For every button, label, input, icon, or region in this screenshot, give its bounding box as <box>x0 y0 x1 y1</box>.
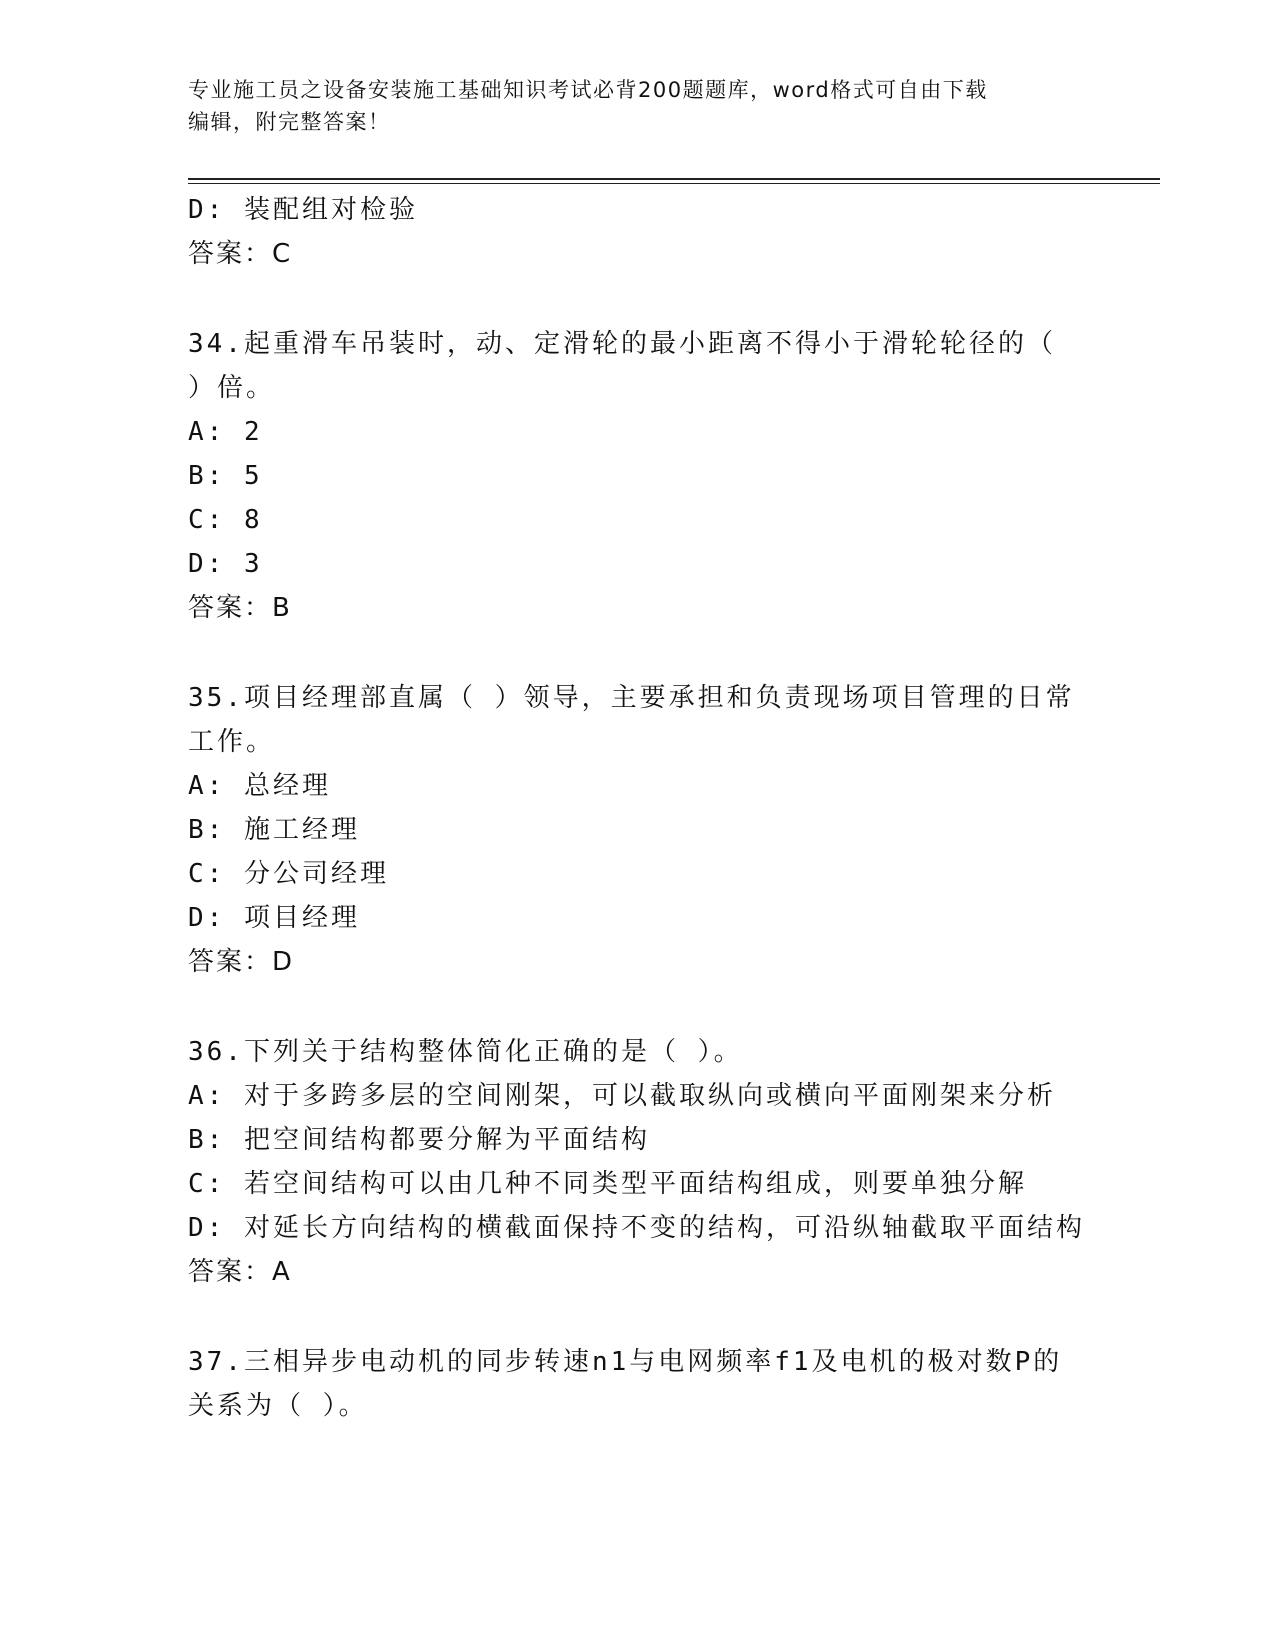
q35-option-c: C: 分公司经理 <box>188 859 389 889</box>
q35-option-d: D: 项目经理 <box>188 903 360 933</box>
q34-option-a: A: 2 <box>188 417 263 447</box>
q34-option-b: B: 5 <box>188 461 263 491</box>
prev-option-d: D: 装配组对检验 <box>188 195 418 225</box>
header-line-1: 专业施工员之设备安装施工基础知识考试必背200题题库，word格式可自由下载 <box>188 78 988 102</box>
q34-stem-line-1: 34.起重滑车吊装时，动、定滑轮的最小距离不得小于滑轮轮径的（ <box>188 329 1056 359</box>
q36-option-b: B: 把空间结构都要分解为平面结构 <box>188 1125 650 1155</box>
header-divider-thin <box>188 183 1160 184</box>
document-header <box>188 74 1088 138</box>
q36-option-c: C: 若空间结构可以由几种不同类型平面结构组成，则要单独分解 <box>188 1169 1027 1199</box>
q35-answer: 答案：D <box>188 947 295 977</box>
prev-answer: 答案：C <box>188 239 293 269</box>
q34-stem-line-2: ）倍。 <box>188 373 276 403</box>
header-line-2: 编辑，附完整答案！ <box>188 110 391 134</box>
q36-option-d: D: 对延长方向结构的横截面保持不变的结构，可沿纵轴截取平面结构 <box>188 1213 1085 1243</box>
q37-stem-line-2: 关系为（ ）。 <box>188 1391 368 1421</box>
q35-stem-line-1: 35.项目经理部直属（ ）领导，主要承担和负责现场项目管理的日常 <box>188 683 1075 713</box>
q35-stem-line-2: 工作。 <box>188 727 276 757</box>
q34-option-d: D: 3 <box>188 549 263 579</box>
q35-option-a: A: 总经理 <box>188 771 331 801</box>
q34-option-c: C: 8 <box>188 505 263 535</box>
q37-stem-line-1: 37.三相异步电动机的同步转速n1与电网频率f1及电机的极对数P的 <box>188 1347 1063 1377</box>
header-divider-thick <box>188 178 1160 180</box>
q36-option-a: A: 对于多跨多层的空间刚架，可以截取纵向或横向平面刚架来分析 <box>188 1081 1056 1111</box>
q36-stem-line-1: 36.下列关于结构整体简化正确的是（ ）。 <box>188 1037 743 1067</box>
q36-answer: 答案：A <box>188 1257 292 1287</box>
q35-option-b: B: 施工经理 <box>188 815 360 845</box>
q34-answer: 答案：B <box>188 593 292 623</box>
